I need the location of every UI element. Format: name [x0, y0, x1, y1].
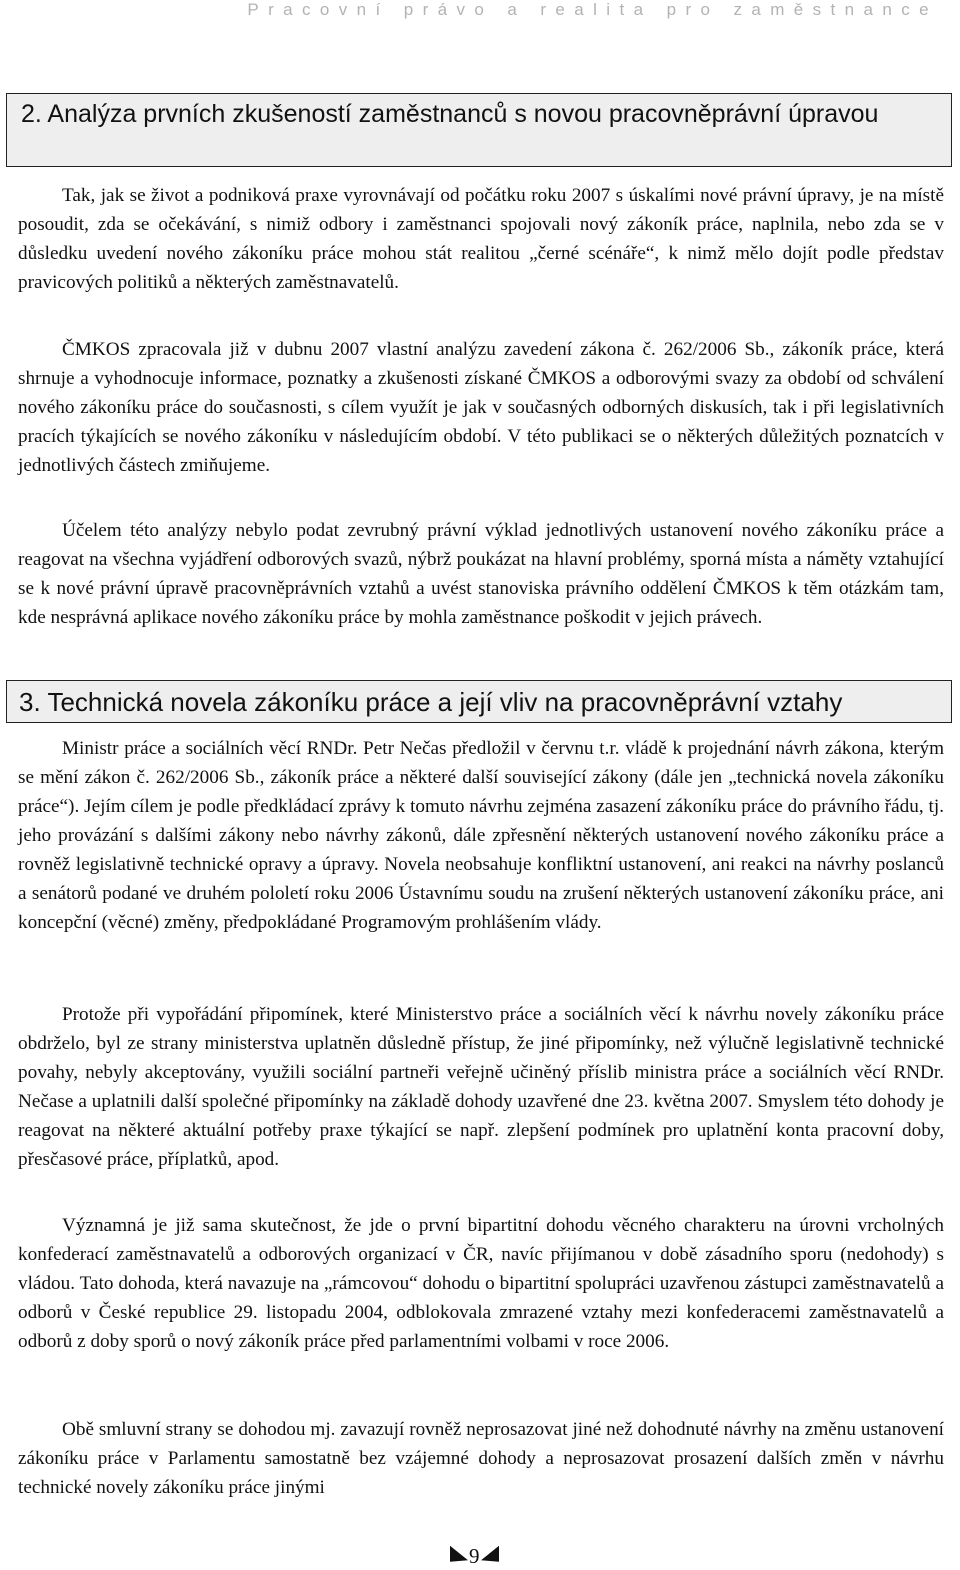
page-number-text: 9 [469, 1544, 480, 1568]
section-2-paragraph-3: Účelem této analýzy nebylo podat zevrubný právní výklad jednotlivých ustanovení nového zákoníku práce a reagovat na všechna vyjádření odborových svazů, nýbrž poukázat na hlavní problémy, sporná místa a náměty vztahující se k nové právní úpravě pracovněprávních vztahů a uvést stanoviska právního oddělení ČMKOS k těm otázkám tam, kde nesprávná aplikace nového zákoníku práce by mohla zaměstnance poškodit v jejich právech. [18, 520, 944, 628]
section-2-heading: 2. Analýza prvních zkušeností zaměstnanců s novou pracovněprávní úpravou [6, 93, 952, 167]
section-3-heading: 3. Technická novela zákoníku práce a její vliv na pracovněprávní vztahy [6, 680, 952, 723]
page-number [450, 1544, 499, 1569]
section-2-paragraph-2: ČMKOS zpracovala již v dubnu 2007 vlastní analýzu zavedení zákona č. 262/2006 Sb., zákoník práce, která shrnuje a vyhodnocuje informace, poznatky a zkušenosti získané ČMKOS a odborovými svazy za období od schválení nového zákoníku práce do současnosti, s cílem využít je jak v současných odborných diskusích, tak i při legislativních pracích týkajících se nového zákoníku v následujícím období. V této publikaci se o některých důležitých poznatcích v jednotlivých částech zmiňujeme. [18, 339, 944, 476]
section-3-paragraph-2: Protože při vypořádání připomínek, které Ministerstvo práce a sociálních věcí k návrhu novely zákoníku práce obdrželo, byl ze strany ministerstva uplatněn důsledně přístup, že jiné připomínky, než výlučně legislativně technické povahy, nebyly akceptovány, využili sociální partneři veřejně učiněný příslib ministra práce a sociálních věcí RNDr. Nečase a uplatnili další společné připomínky na základě dohody uzavřené dne 23. května 2007. Smyslem této dohody je reagovat na některé aktuální potřeby praxe týkající se např. zlepšení podmínek pro uplatnění konta pracovní doby, přesčasové práce, příplatků, apod. [18, 1004, 944, 1170]
running-header: Pracovní právo a realita pro zaměstnance [247, 0, 938, 19]
arrow-right-icon [481, 1545, 499, 1568]
section-3-paragraph-4: Obě smluvní strany se dohodou mj. zavazují rovněž neprosazovat jiné než dohodnuté návrhy na změnu ustanovení zákoníku práce v Parlamentu samostatně bez vzájemné dohody a neprosazovat prosazení dalších změn v návrhu technické novely zákoníku práce jinými [18, 1419, 944, 1498]
arrow-left-icon [450, 1545, 468, 1568]
section-3-paragraph-1: Ministr práce a sociálních věcí RNDr. Petr Nečas předložil v červnu t.r. vládě k projednání návrh zákona, kterým se mění zákon č. 262/2006 Sb., zákoník práce a některé další související zákony (dále jen „technická novela zákoníku práce“). Jejím cílem je podle předkládací zprávy k tomuto návrhu zejména zasazení zákoníku práce do právního řádu, tj. jeho provázání s dalšími zákony nebo návrhy zákonů, dále zpřesnění některých ustanovení nového zákoníku práce a rovněž legislativně technické opravy a úpravy. Novela neobsahuje konfliktní ustanovení, ani reakci na návrhy poslanců a senátorů podané ve druhém pololetí roku 2006 Ústavnímu soudu na zrušení některých ustanovení zákoníku práce, ani koncepční (věcné) změny, předpokládané Programovým prohlášením vlády. [18, 738, 944, 933]
section-2-paragraph-1: Tak, jak se život a podniková praxe vyrovnávají od počátku roku 2007 s úskalími nové právní úpravy, je na místě posoudit, zda se očekávání, s nimiž odbory i zaměstnanci spojovali nový zákoník práce, naplnila, nebo zda se v důsledku uvedení nového zákoníku práce mohou stát realitou „černé scénáře“, k nimž mělo dojít podle představ pravicových politiků a některých zaměstnavatelů. [18, 185, 944, 293]
section-3-paragraph-3: Významná je již sama skutečnost, že jde o první bipartitní dohodu věcného charakteru na úrovni vrcholných konfederací zaměstnavatelů a odborových organizací v ČR, navíc přijímanou v době zásadního sporu (nedohody) s vládou. Tato dohoda, která navazuje na „rámcovou“ dohodu o bipartitní spolupráci uzavřenou zástupci zaměstnavatelů a odborů v České republice 29. listopadu 2004, odblokovala zmrazené vztahy mezi konfederacemi zaměstnavatelů a odborů z doby sporů o nový zákoník práce před parlamentními volbami v roce 2006. [18, 1215, 944, 1352]
